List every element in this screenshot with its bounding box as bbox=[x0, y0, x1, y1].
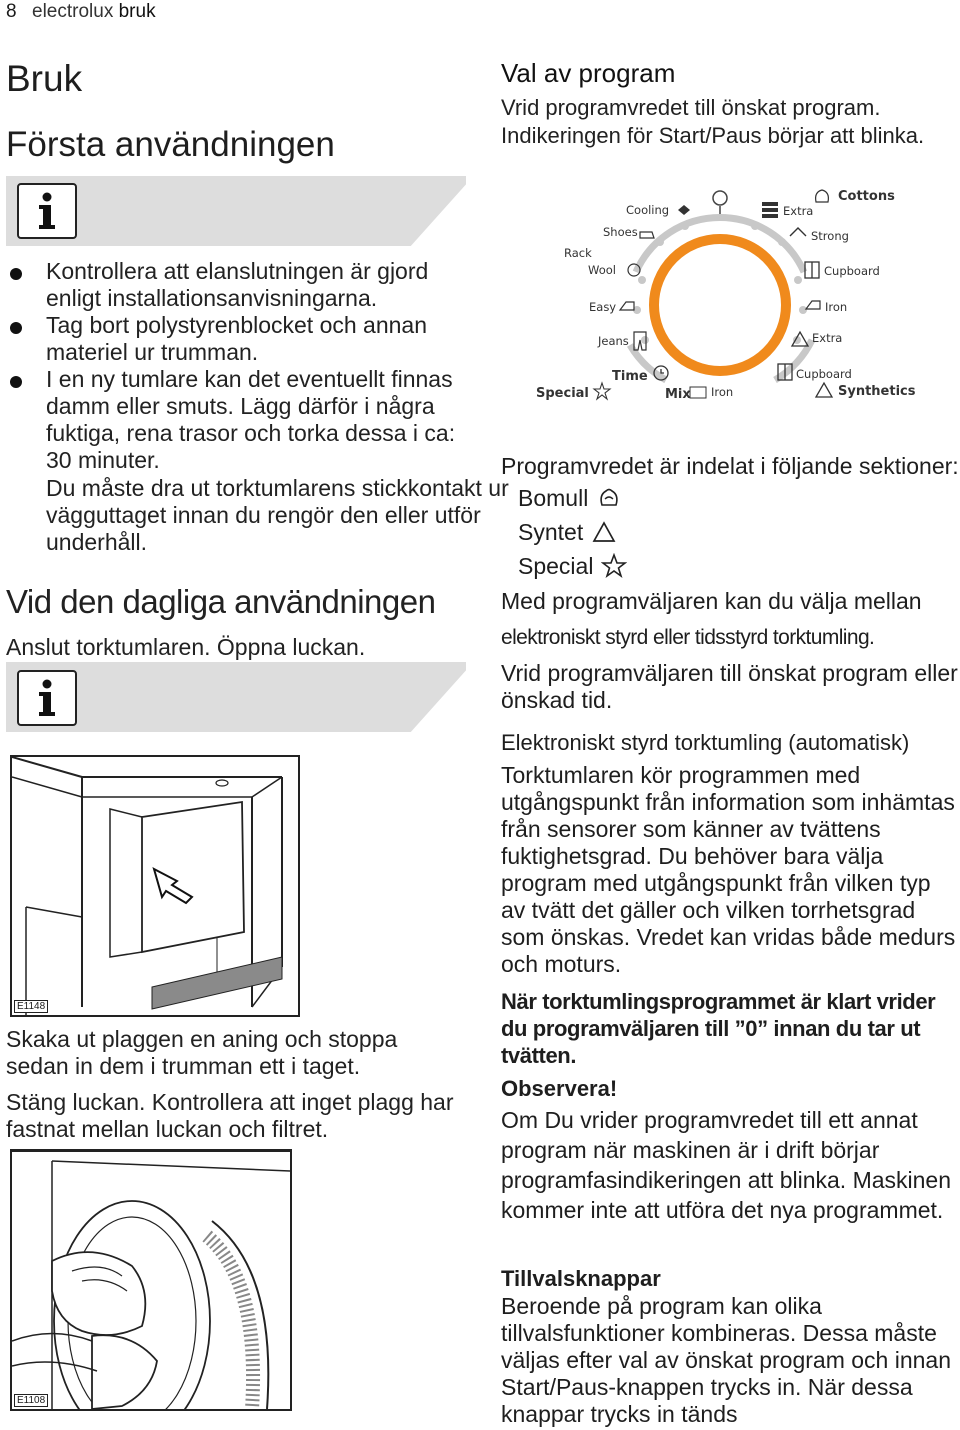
electronic-drying-heading: Elektroniskt styrd torktumling (automatisk) bbox=[501, 730, 910, 755]
dial-label-iron: Iron bbox=[825, 300, 848, 314]
close-door-instructions: Stäng luckan. Kontrollera att inget plagg har fastnat mellan luckan och filtret. bbox=[6, 1089, 454, 1142]
section-label: Special bbox=[518, 552, 594, 579]
strong-icon bbox=[790, 228, 806, 236]
info-icon bbox=[17, 670, 77, 726]
special-star-icon bbox=[601, 553, 627, 579]
figure-code: E1148 bbox=[14, 1000, 48, 1013]
brand-name: electrolux bbox=[32, 1, 114, 22]
dial-label-extra: Extra bbox=[812, 331, 843, 345]
cotton-icon bbox=[816, 190, 829, 202]
list-item: Kontrollera att elanslutningen är gjord enligt installationsanvisningarna. bbox=[6, 258, 476, 312]
dial-label-mix: Mix bbox=[665, 387, 691, 402]
dial-label-strong: Strong bbox=[811, 229, 849, 243]
dial-label-special: Special bbox=[536, 386, 589, 401]
section-item-cotton bbox=[518, 481, 627, 515]
iron-easy-icon bbox=[620, 302, 634, 310]
selector-modes: elektroniskt styrd eller tidsstyrd torktumling. bbox=[501, 626, 875, 649]
dial-label-time: Time bbox=[612, 369, 648, 384]
dial-label-synthetics: Synthetics bbox=[838, 384, 916, 399]
list-item: I en ny tumlare kan det eventuellt finnas damm eller smuts. Lägg därför i några fuktiga, rena trasor och torka dessa i ca: 30 minuter. bbox=[6, 366, 476, 474]
option-buttons-heading: Tillvalsknappar bbox=[501, 1266, 661, 1291]
cooling-icon bbox=[678, 205, 690, 215]
dial-label-mix-iron: Iron bbox=[711, 385, 734, 399]
dial-label-cupboard-top: Cupboard bbox=[824, 264, 880, 278]
section-item-special bbox=[518, 549, 627, 583]
program-dial bbox=[500, 180, 955, 420]
synthetic-icon bbox=[816, 383, 832, 397]
iron-icon bbox=[806, 301, 820, 309]
info-icon bbox=[17, 183, 77, 239]
list-item: Tag bort polystyrenblocket och annan materiel ur trumman. bbox=[6, 312, 476, 366]
figure-code: E1108 bbox=[14, 1394, 48, 1407]
section-list bbox=[518, 481, 627, 583]
dial-label-shoes: Shoes bbox=[603, 225, 638, 239]
option-buttons-text: Beroende på program kan olika tillvalsfunktioner kombineras. Dessa måste väljas efter val av önskat program och innan Start/Paus-knappen trycks in. När dessa knappar trycks in tänds bbox=[501, 1293, 952, 1427]
section-label: Syntet bbox=[518, 518, 584, 545]
extra-dry-stack-icon bbox=[762, 202, 778, 218]
unplug-note: Du måste dra ut torktumlarens stickkontakt ur vägguttaget innan du rengör den eller utför underhåll. bbox=[46, 475, 509, 555]
dial-label-extra-top: Extra bbox=[783, 204, 814, 218]
dial-label-rack: Rack bbox=[564, 246, 592, 260]
page-number: 8 bbox=[6, 1, 17, 22]
section-name: bruk bbox=[118, 1, 156, 22]
selector-intro: Med programväljaren kan du välja mellan bbox=[501, 588, 922, 614]
sections-intro: Programvredet är indelat i följande sektioner: bbox=[501, 453, 959, 479]
note-text: Om Du vrider programvredet till ett annat program när maskinen är i drift börjar programfasindikeringen att blinka. Maskinen kommer inte att utföra det nya programmet. bbox=[501, 1107, 952, 1223]
dial-label-easy: Easy bbox=[589, 300, 617, 314]
program-selection-title: Val av program bbox=[501, 58, 676, 88]
program-selection-intro: Vrid programvredet till önskat program. Indikeringen för Start/Paus börjar att blinka. bbox=[501, 95, 925, 148]
section-title-first-use: Första användningen bbox=[6, 125, 335, 164]
dial-label-cupboard-bottom: Cupboard bbox=[796, 367, 852, 381]
note-heading: Observera! bbox=[501, 1076, 618, 1101]
synthetic-icon bbox=[591, 519, 617, 545]
door-open-illustration bbox=[10, 755, 300, 1017]
shake-instructions: Skaka ut plaggen en aning och stoppa sedan in dem i trumman ett i taget. bbox=[6, 1026, 398, 1079]
dial-label-wool: Wool bbox=[588, 263, 616, 277]
dial-label-cooling: Cooling bbox=[626, 203, 670, 217]
shoes-icon bbox=[640, 232, 654, 238]
load-drum-illustration bbox=[10, 1149, 292, 1411]
dial-label-cottons: Cottons bbox=[838, 189, 895, 204]
special-star-icon bbox=[594, 383, 610, 399]
running-header bbox=[32, 2, 156, 21]
section-label: Bomull bbox=[518, 484, 589, 511]
electronic-drying-description: Torktumlaren kör programmen med utgångspunkt från information som inhämtas från sensorer som känner av tvättens fuktighetsgrad. Du behöver bara välja program med utgångspunkt från vilken typ av tvätt det gäller och vilken torrhetsgrad som önskas. Vredet kan vridas både medurs och moturs. bbox=[501, 762, 956, 977]
knob-zero-indicator bbox=[713, 191, 727, 205]
mix-icon bbox=[690, 387, 706, 398]
dial-label-jeans: Jeans bbox=[598, 334, 629, 348]
first-use-checklist bbox=[6, 258, 476, 474]
section-title-daily-use: Vid den dagliga användningen bbox=[6, 583, 436, 620]
page-title: Bruk bbox=[6, 58, 83, 99]
cotton-icon bbox=[596, 485, 622, 511]
section-item-synthetic bbox=[518, 515, 627, 549]
daily-use-intro: Anslut torktumlaren. Öppna luckan. bbox=[6, 634, 366, 660]
cupboard-icon bbox=[805, 262, 819, 278]
turn-selector-instruction: Vrid programväljaren till önskat program eller önskad tid. bbox=[501, 660, 958, 713]
program-end-instruction: När torktumlingsprogrammet är klart vrider du programväljaren till ”0” innan du tar ut tvätten. bbox=[501, 989, 936, 1068]
